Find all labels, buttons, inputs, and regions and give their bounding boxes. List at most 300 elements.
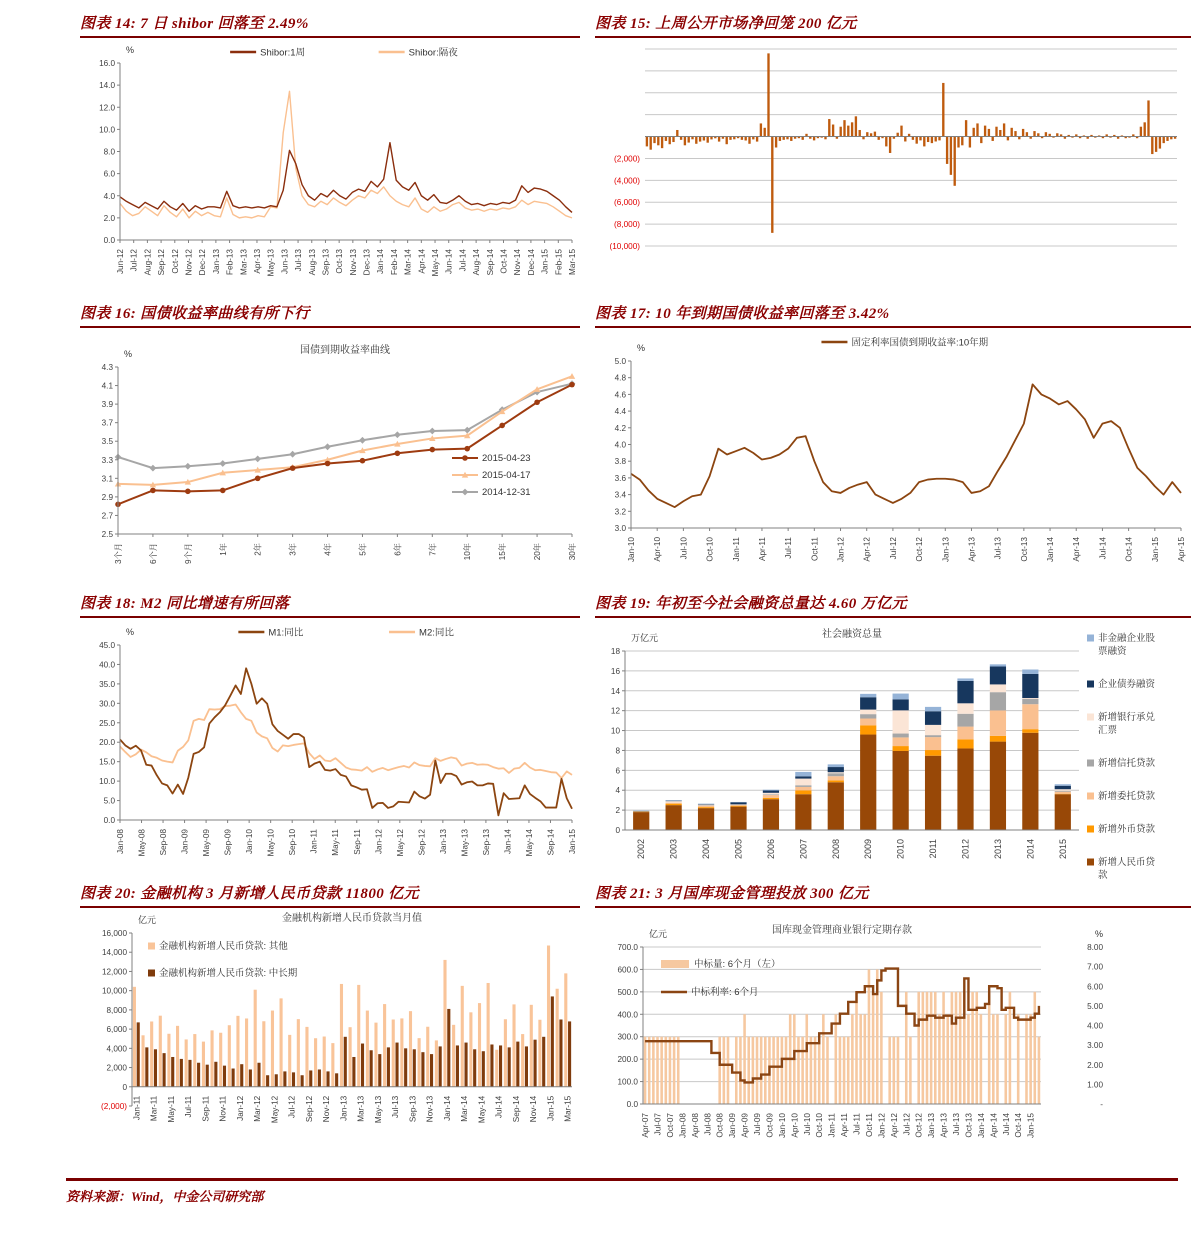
x-tick-label: Apr-07 — [641, 1113, 651, 1138]
bar — [1045, 132, 1047, 136]
x-tick-label: Oct-12 — [915, 537, 925, 562]
bar — [349, 1027, 352, 1087]
y-tick-label: 0 — [615, 826, 620, 835]
legend-label: 固定利率国债到期收益率:10年期 — [851, 337, 989, 349]
x-tick-label: May-13 — [460, 829, 470, 857]
bar — [257, 1063, 260, 1087]
stack-segment — [698, 806, 714, 807]
marker — [219, 460, 226, 467]
legend-swatch — [1087, 714, 1094, 721]
y-tick-label: (10,000) — [609, 242, 640, 251]
y-tick-label: (2,000) — [614, 154, 640, 164]
bar — [530, 1005, 533, 1087]
bar — [1014, 131, 1016, 136]
bar — [141, 1035, 144, 1086]
bar — [452, 1025, 455, 1087]
x-tick-label: 2006 — [765, 839, 776, 860]
x-tick-label: Apr-10 — [790, 1113, 800, 1138]
bar — [133, 987, 136, 1087]
series-line — [120, 143, 572, 213]
y2-tick-label: 4.00 — [1087, 1021, 1103, 1031]
x-tick-label: Jan-15 — [568, 829, 577, 855]
bar — [760, 1037, 763, 1104]
stack-segment — [860, 725, 876, 734]
legend-label: 企业债券融资 — [1098, 679, 1156, 690]
bar — [855, 116, 857, 136]
figure-20-title: 图表 20: 金融机构 3 月新增人民币贷款 11800 亿元 — [80, 882, 580, 908]
bar — [946, 1014, 949, 1104]
x-tick-label: Jun-13 — [280, 249, 290, 275]
x-tick-label: Apr-13 — [252, 249, 262, 274]
bar — [521, 1034, 524, 1087]
x-tick-label: 3年 — [288, 543, 298, 556]
stack-segment — [957, 703, 973, 713]
bar — [219, 1033, 222, 1087]
y-tick-label: (4,000) — [614, 176, 640, 186]
bar — [771, 137, 773, 233]
legend-label: Shibor:1周 — [260, 47, 306, 59]
stack-segment — [925, 756, 941, 830]
y-tick-label: 6.0 — [103, 169, 115, 179]
bar — [305, 1027, 308, 1087]
bar — [163, 1053, 166, 1087]
x-tick-label: Jul-14 — [1098, 537, 1108, 560]
bar — [699, 137, 701, 142]
bar — [834, 1014, 837, 1104]
y-tick-label: 0 — [122, 1082, 127, 1092]
x-tick-label: Nov-12 — [184, 249, 194, 276]
bar — [745, 137, 747, 141]
bar — [743, 1014, 746, 1104]
stack-segment — [1022, 729, 1038, 733]
bar — [1144, 122, 1146, 136]
bar — [851, 1014, 854, 1104]
stack-segment — [730, 805, 746, 806]
axis-unit: % — [126, 45, 135, 55]
x-tick-label: Oct-10 — [705, 537, 715, 562]
x-tick-label: Jul-12 — [287, 1095, 297, 1119]
bar — [718, 1037, 721, 1104]
bar — [776, 1037, 779, 1104]
legend-label: M1:同比 — [268, 627, 304, 639]
bar — [916, 137, 918, 144]
legend-label: 中标利率: 6个月 — [691, 987, 759, 998]
stack-segment — [925, 735, 941, 737]
bar — [723, 1037, 726, 1104]
y-tick-label: 6 — [615, 766, 620, 776]
bar — [211, 1030, 214, 1086]
marker — [324, 443, 331, 450]
x-tick-label: Mar-14 — [403, 249, 413, 275]
panel-figure-21 — [595, 882, 1191, 1168]
bar — [482, 1051, 485, 1087]
stack-segment — [763, 798, 779, 799]
bar — [851, 122, 853, 136]
bar — [703, 137, 705, 141]
legend-label: 中标量: 6个月（左） — [694, 959, 781, 970]
figure-21-chart — [595, 911, 1191, 1168]
x-tick-label: Sep-11 — [201, 1095, 211, 1122]
x-tick-label: Oct-11 — [810, 537, 820, 561]
x-tick-label: Jul-12 — [888, 537, 898, 560]
x-tick-label: Jul-13 — [952, 1113, 962, 1136]
x-tick-label: Jan-15 — [1026, 1113, 1036, 1139]
x-tick-label: Jan-08 — [678, 1113, 688, 1139]
bar — [266, 1075, 269, 1087]
bar — [764, 1037, 767, 1104]
bar — [159, 1016, 162, 1087]
bar — [872, 992, 875, 1104]
bar — [660, 1037, 663, 1104]
x-tick-label: Sep-13 — [481, 829, 491, 856]
bar — [232, 1069, 235, 1087]
x-tick-label: 6年 — [393, 543, 403, 556]
stack-segment — [763, 790, 779, 791]
bar — [392, 1020, 395, 1087]
x-tick-label: Jan-11 — [309, 829, 319, 854]
bar — [1155, 137, 1157, 152]
stack-segment — [925, 711, 941, 725]
bar — [228, 1025, 231, 1087]
stack-segment — [893, 710, 909, 733]
x-tick-label: Jul-10 — [679, 537, 689, 560]
bar — [855, 992, 858, 1104]
bar — [1026, 132, 1028, 136]
figure-21-title: 图表 21: 3 月国库现金管理投放 300 亿元 — [595, 882, 1191, 908]
y-tick-label: 4.8 — [614, 373, 626, 383]
stack-segment — [893, 734, 909, 738]
bar — [980, 1014, 983, 1104]
y-tick-label: 8,000 — [106, 1005, 127, 1015]
y-tick-label: 8.0 — [103, 147, 115, 157]
marker — [359, 437, 366, 444]
x-tick-label: Oct-10 — [815, 1113, 825, 1138]
y-tick-label: 3.7 — [101, 418, 113, 428]
bar — [756, 1037, 759, 1104]
x-tick-label: Jan-12 — [374, 829, 384, 855]
bar — [508, 1047, 511, 1086]
bar — [646, 137, 648, 147]
bar — [775, 137, 777, 148]
marker — [429, 428, 436, 435]
legend-label: M2:同比 — [419, 627, 454, 639]
bar — [922, 992, 925, 1104]
stack-segment — [925, 707, 941, 711]
bar — [650, 137, 652, 150]
legend-label: 新增外币贷款 — [1098, 824, 1156, 835]
legend-label: 金融机构新增人民币贷款: 其他 — [159, 941, 288, 952]
figure-17-title: 图表 17: 10 年到期国债收益率回落至 3.42% — [595, 302, 1191, 328]
bar — [656, 1037, 659, 1104]
marker — [150, 488, 156, 494]
x-tick-label: Apr-11 — [757, 537, 767, 561]
stack-segment — [990, 667, 1006, 685]
y-tick-label: 500.0 — [617, 987, 638, 997]
bar — [206, 1065, 209, 1087]
series-line — [631, 384, 1181, 507]
x-tick-label: May-11 — [331, 829, 341, 856]
bar — [992, 137, 994, 141]
y-tick-label: 3.5 — [101, 437, 113, 447]
axis-unit: % — [124, 349, 133, 359]
y-tick-label: 4.2 — [614, 423, 626, 433]
figure-19-chart — [595, 621, 1191, 881]
bar — [439, 1046, 442, 1086]
x-tick-label: Jan-15 — [1150, 537, 1160, 563]
x-tick-label: Nov-13 — [425, 1095, 435, 1123]
x-tick-label: Sep-12 — [157, 249, 167, 276]
stack-segment — [828, 782, 844, 830]
x-tick-label: Aug-12 — [143, 249, 153, 276]
y-tick-label: 3.6 — [614, 473, 626, 483]
bar — [1022, 129, 1024, 137]
legend-swatch — [1087, 826, 1094, 833]
x-tick-label: 3个月 — [114, 543, 123, 564]
bar — [748, 137, 750, 144]
x-tick-label: 10年 — [463, 543, 473, 561]
legend-swatch — [1087, 793, 1094, 800]
bar — [421, 1052, 424, 1087]
stack-segment — [957, 678, 973, 680]
x-tick-label: 2年 — [253, 543, 263, 556]
bar — [917, 992, 920, 1104]
stack-segment — [730, 802, 746, 804]
stack-segment — [666, 805, 682, 830]
bar — [764, 128, 766, 137]
bar — [797, 1037, 800, 1104]
y-tick-label: 4.3 — [101, 363, 113, 372]
bar — [292, 1072, 295, 1086]
bar — [1140, 127, 1142, 137]
bar — [988, 992, 991, 1104]
stack-segment — [990, 736, 1006, 742]
x-tick-label: Jan-14 — [503, 829, 513, 855]
y-tick-label: 14.0 — [99, 81, 115, 91]
x-tick-label: 2015 — [1057, 839, 1068, 860]
stack-segment — [925, 725, 941, 735]
stack-segment — [730, 806, 746, 807]
bar — [904, 137, 906, 142]
stack-segment — [1022, 698, 1038, 699]
figure-15-chart — [595, 41, 1191, 294]
bar — [747, 1037, 750, 1104]
panel-figure-14 — [80, 12, 580, 294]
figure-16-title: 图表 16: 国债收益率曲线有所下行 — [80, 302, 580, 328]
bar — [840, 127, 842, 137]
x-tick-label: Oct-08 — [715, 1113, 725, 1138]
x-tick-label: Feb-13 — [225, 249, 235, 275]
y-tick-label: 4.6 — [614, 390, 626, 400]
bar — [938, 1014, 941, 1104]
bar — [1033, 131, 1035, 136]
x-tick-label: May-13 — [373, 1095, 383, 1124]
stack-segment — [698, 807, 714, 808]
stack-segment — [666, 801, 682, 802]
stack-segment — [893, 746, 909, 751]
bar — [688, 137, 690, 143]
stack-segment — [828, 772, 844, 773]
y-tick-label: (8,000) — [614, 220, 640, 230]
bar — [931, 137, 933, 144]
x-tick-label: Jan-13 — [927, 1113, 937, 1139]
figure-16-chart — [80, 331, 580, 584]
x-tick-label: Apr-09 — [740, 1113, 750, 1138]
figure-14-title: 图表 14: 7 日 shibor 回落至 2.49% — [80, 12, 580, 38]
stack-segment — [666, 803, 682, 804]
bar — [171, 1057, 174, 1087]
bar — [888, 1037, 891, 1104]
stack-segment — [990, 664, 1006, 666]
legend-label: Shibor:隔夜 — [408, 47, 458, 59]
x-tick-label: Jul-13 — [294, 249, 304, 272]
y-tick-label: 5.0 — [103, 796, 115, 806]
bar — [465, 1043, 468, 1087]
x-tick-label: May-12 — [395, 829, 405, 857]
bar — [866, 132, 868, 136]
marker — [569, 382, 575, 388]
bar — [318, 1069, 321, 1086]
x-tick-label: 2012 — [960, 839, 971, 860]
bar — [145, 1047, 148, 1086]
bar — [188, 1060, 191, 1087]
legend-label: 非金融企业股 — [1098, 633, 1156, 644]
x-tick-label: Jan-13 — [339, 1095, 349, 1121]
legend-swatch — [148, 943, 155, 950]
legend-swatch — [661, 960, 689, 968]
stack-segment — [730, 807, 746, 830]
marker — [360, 458, 366, 464]
bar — [847, 1037, 850, 1104]
x-tick-label: Oct-14 — [1124, 537, 1134, 562]
x-tick-label: Jan-10 — [627, 537, 636, 563]
bar — [864, 1014, 867, 1104]
x-tick-label: 2013 — [992, 839, 1003, 860]
x-tick-label: Jun-12 — [116, 249, 125, 275]
legend-label: 新增人民币贷 — [1098, 857, 1156, 868]
x-tick-label: 2002 — [636, 839, 647, 860]
bar — [383, 1004, 386, 1087]
x-tick-label: Mar-11 — [149, 1095, 159, 1122]
bar — [897, 1037, 900, 1104]
bar — [954, 137, 956, 186]
y-tick-label: 2.9 — [101, 492, 113, 502]
marker — [255, 476, 261, 482]
x-tick-label: 2009 — [863, 839, 874, 860]
bar — [366, 1011, 369, 1087]
bar — [826, 1037, 829, 1104]
bar — [542, 1037, 545, 1087]
stack-segment — [893, 699, 909, 710]
x-tick-label: 2007 — [798, 839, 809, 860]
bar — [969, 137, 971, 148]
bar — [965, 120, 967, 136]
x-tick-label: Mar-14 — [460, 1095, 470, 1122]
bar — [955, 992, 958, 1104]
marker — [534, 399, 540, 405]
bar — [271, 1011, 274, 1087]
stack-segment — [763, 795, 779, 798]
bar — [756, 137, 758, 142]
x-tick-label: Oct-12 — [170, 249, 180, 274]
x-tick-label: Dec-14 — [526, 249, 536, 276]
stack-segment — [1022, 699, 1038, 704]
marker — [462, 489, 469, 496]
x-tick-label: Nov-12 — [322, 1095, 332, 1123]
panel-figure-20 — [80, 882, 580, 1168]
bar — [661, 137, 663, 149]
panel-figure-17 — [595, 302, 1191, 584]
y-tick-label: 40.0 — [99, 660, 115, 670]
y-tick-label: 30.0 — [99, 699, 115, 709]
x-tick-label: Jul-13 — [391, 1095, 401, 1119]
bar — [967, 1014, 970, 1104]
bar — [461, 986, 464, 1087]
bar — [559, 1020, 562, 1087]
bar — [988, 129, 990, 137]
stack-segment — [666, 804, 682, 805]
bar — [950, 137, 952, 175]
legend-label: 2015-04-23 — [482, 453, 531, 464]
bar — [525, 1046, 528, 1086]
y-tick-label: 10.0 — [99, 777, 115, 787]
y-tick-label: 0.0 — [103, 816, 115, 825]
stack-segment — [1055, 789, 1071, 790]
bar — [946, 137, 948, 164]
bar — [859, 1014, 862, 1104]
bar — [357, 985, 360, 1087]
stack-segment — [828, 764, 844, 767]
bar — [1025, 1014, 1028, 1104]
x-tick-label: Apr-15 — [1177, 537, 1186, 562]
bar — [772, 1037, 775, 1104]
marker — [569, 373, 575, 379]
bar — [154, 1049, 157, 1086]
y-tick-label: 2.7 — [101, 511, 113, 521]
bar — [739, 1037, 742, 1104]
bar — [726, 137, 728, 145]
x-tick-label: Sep-13 — [321, 248, 331, 276]
stack-segment — [957, 727, 973, 740]
stack-segment — [893, 694, 909, 700]
x-tick-label: Jul-09 — [753, 1113, 763, 1136]
stack-segment — [893, 737, 909, 746]
x-tick-label: Nov-14 — [529, 1095, 539, 1123]
y-tick-label: 3.3 — [101, 455, 113, 465]
bar — [957, 137, 959, 148]
y-tick-label: 10.0 — [99, 125, 115, 135]
x-tick-label: May-09 — [202, 829, 212, 857]
stack-segment — [990, 684, 1006, 692]
marker — [464, 446, 470, 452]
bar — [352, 1057, 355, 1087]
x-tick-label: Jul-11 — [184, 1095, 194, 1118]
stack-segment — [828, 776, 844, 780]
x-tick-label: Jun-14 — [444, 249, 454, 275]
marker — [150, 465, 157, 472]
bar — [314, 1038, 317, 1087]
bar — [426, 1027, 429, 1087]
x-tick-label: Jan-10 — [245, 829, 255, 855]
y-tick-label: 5.0 — [614, 357, 626, 366]
x-tick-label: Jan-14 — [976, 1113, 986, 1139]
y-tick-label: 14 — [610, 686, 620, 696]
figure-18-chart — [80, 621, 580, 874]
bar — [999, 130, 1001, 137]
bar — [167, 1034, 170, 1087]
x-tick-label: Jul-12 — [129, 249, 139, 272]
chart-inner-title: 国债到期收益率曲线 — [300, 345, 390, 356]
axis-unit: % — [637, 343, 646, 353]
